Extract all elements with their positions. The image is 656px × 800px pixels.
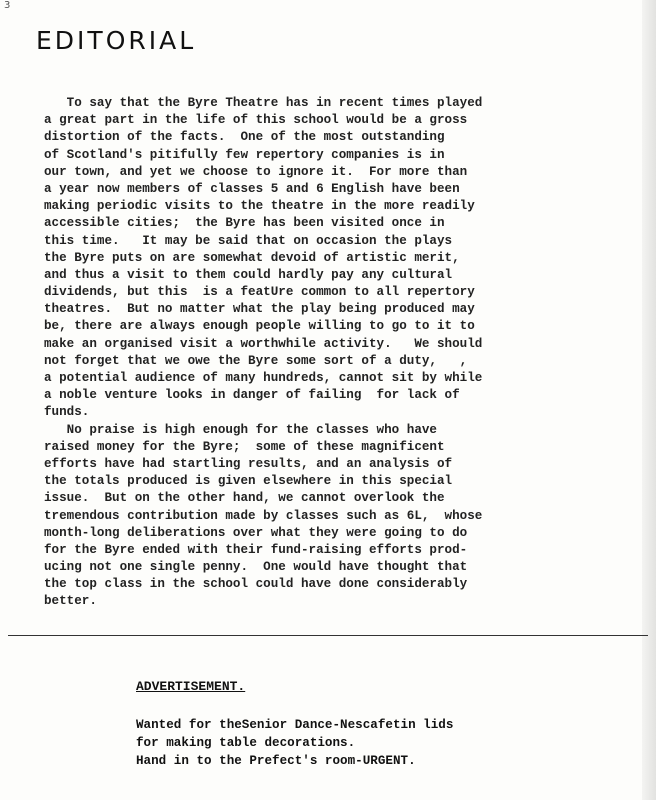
body-line: and thus a visit to them could hardly pay any cultural (44, 267, 453, 282)
advertisement-line: for making table decorations. (136, 736, 356, 750)
body-line: accessible cities; the Byre has been visited once in (44, 216, 445, 231)
body-line: efforts have had startling results, and an analysis of (44, 456, 453, 471)
body-line: a potential audience of many hundreds, cannot sit by while (44, 371, 483, 385)
body-line: for the Byre ended with their fund-raising efforts prod- (44, 542, 468, 557)
editorial-body (44, 95, 624, 611)
body-line: the totals produced is given elsewhere in this special (44, 474, 453, 489)
body-line: issue. But on the other hand, we cannot overlook the (44, 491, 445, 506)
body-line: our town, and yet we choose to ignore it. For more than (44, 164, 468, 179)
body-line: funds. (44, 405, 90, 420)
body-line: To say that the Byre Theatre has in recent times played (44, 96, 483, 110)
body-line: a great part in the life of this school would be a gross (44, 113, 468, 128)
body-line: raised money for the Byre; some of these magnificent (44, 439, 445, 454)
body-line: better. (44, 594, 97, 609)
body-line: distortion of the facts. One of the most outstanding (44, 130, 445, 145)
page-edge-shadow (642, 0, 656, 800)
body-line: tremendous contribution made by classes such as 6L, whose (44, 508, 483, 523)
body-line: theatres. But no matter what the play being produced may (44, 302, 475, 317)
body-line: the Byre puts on are somewhat devoid of artistic merit, (44, 250, 460, 265)
section-divider (8, 635, 648, 636)
body-line: dividends, but this is a featUre common to all repertory (44, 285, 475, 300)
body-line: making periodic visits to the theatre in the more readily (44, 199, 475, 214)
body-line: a year now members of classes 5 and 6 English have been (44, 181, 460, 196)
body-line: ucing not one single penny. One would have thought that (44, 560, 468, 575)
body-line: make an organised visit a worthwhile activity. We should (44, 336, 483, 351)
advertisement-block (136, 678, 616, 770)
page-mark: 3 (4, 0, 11, 11)
advertisement-heading: ADVERTISEMENT. (136, 679, 246, 694)
advertisement-line: Wanted for theSenior Dance-Nescafetin lids (136, 718, 454, 732)
body-line: not forget that we owe the Byre some sort of a duty, , (44, 353, 468, 368)
body-line: month-long deliberations over what they were going to do (44, 525, 468, 540)
body-line: the top class in the school could have done considerably (44, 577, 468, 592)
advertisement-line: Hand in to the Prefect's room-URGENT. (136, 754, 416, 768)
body-line: of Scotland's pitifully few repertory companies is in (44, 147, 445, 162)
editorial-heading: EDITORIAL (36, 26, 197, 55)
body-line: be, there are always enough people willing to go to it to (44, 319, 475, 334)
body-line: a noble venture looks in danger of failing for lack of (44, 388, 460, 403)
body-line: No praise is high enough for the classes who have (44, 422, 437, 437)
body-line: this time. It may be said that on occasion the plays (44, 233, 453, 248)
